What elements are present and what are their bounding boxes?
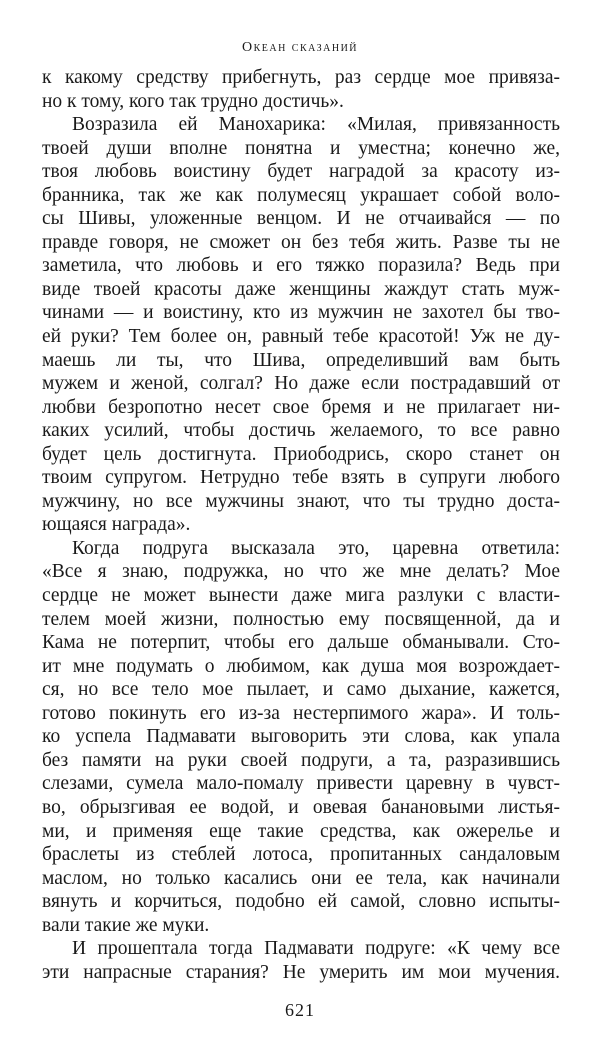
text-line: браслеты из стеблей лотоса, пропитанных сандаловым bbox=[42, 844, 560, 866]
text-line: ми, и применяя еще такие средства, как ожерелье и bbox=[42, 820, 560, 842]
text-line: готово покинуть его из-за нестерпимого жара». И толь- bbox=[42, 702, 560, 724]
text-line: но к тому, кого так трудно достичь». bbox=[42, 90, 344, 112]
text-line: ся, но все тело мое пылает, и само дыхание, кажется, bbox=[42, 679, 560, 701]
body-text bbox=[42, 66, 560, 984]
text-line: будет цель достигнута. Приободрись, скоро станет он bbox=[42, 443, 560, 465]
text-line: твоя любовь воистину будет наградой за красоту из- bbox=[42, 161, 560, 183]
text-line: ей руки? Тем более он, равный тебе красотой! Уж не ду- bbox=[42, 326, 560, 348]
text-line: сы Шивы, уложенные венцом. И не отчаивайся — по bbox=[42, 208, 560, 230]
text-line: ит мне подумать о любимом, как душа моя возрождает- bbox=[42, 655, 560, 677]
text-line: вали такие же муки. bbox=[42, 914, 210, 936]
text-line: Кама не потерпит, чтобы его дальше обманывали. Сто- bbox=[42, 632, 560, 654]
text-line: сердце не может вынести даже мига разлуки с власти- bbox=[42, 585, 560, 607]
text-line: правде говоря, не сможет он без тебя жить. Разве ты не bbox=[42, 231, 560, 253]
text-line: каких усилий, чтобы достичь желаемого, то все равно bbox=[42, 420, 560, 442]
text-line: к какому средству прибегнуть, раз сердце мое привяза- bbox=[42, 67, 560, 88]
text-line: ющаяся награда». bbox=[42, 514, 191, 536]
text-line: маешь ли ты, что Шива, определивший вам быть bbox=[42, 349, 560, 371]
text-line: без памяти на руки своей подруги, а та, разразившись bbox=[42, 749, 560, 771]
text-line: Когда подруга высказала это, царевна ответила: bbox=[72, 537, 560, 559]
text-line: виде твоей красоты даже женщины жаждут стать муж- bbox=[42, 278, 560, 300]
text-line: ко успела Падмавати выговорить эти слова, как упала bbox=[42, 726, 560, 748]
text-line: твоей души вполне понятна и уместна; конечно же, bbox=[42, 137, 560, 159]
running-header: Океан сказаний bbox=[241, 40, 359, 55]
text-line: мужем и женой, солгал? Но даже если пострадавший от bbox=[42, 373, 560, 395]
text-line: бранника, так же как полумесяц украшает собой воло- bbox=[42, 184, 560, 206]
text-line: эти напрасные старания? Не умерить им мои мучения. bbox=[42, 961, 560, 983]
text-line: мужчину, но все мужчины знают, что ты трудно доста- bbox=[42, 490, 560, 512]
text-line: слезами, сумела мало-помалу привести царевну в чувст- bbox=[42, 773, 560, 795]
text-line: И прошептала тогда Падмавати подруге: «К чему все bbox=[72, 938, 560, 960]
text-line: заметила, что любовь и его тяжко поразила? Ведь при bbox=[42, 255, 560, 277]
text-line: телем моей жизни, полностью ему посвященной, да и bbox=[42, 608, 560, 630]
text-line: Возразила ей Манохарика: «Милая, привязанность bbox=[72, 114, 560, 136]
text-line: маслом, но только касались они ее тела, как начинали bbox=[42, 867, 560, 889]
text-line: во, обрызгивая ее водой, и овевая банановыми листья- bbox=[42, 796, 560, 818]
text-line: чинами — и воистину, кто из мужчин не захотел бы тво- bbox=[42, 302, 560, 324]
text-line: любви безропотно несет свое бремя и не прилагает ни- bbox=[42, 396, 560, 418]
text-line: твоим супругом. Нетрудно тебе взять в супруги любого bbox=[42, 467, 560, 489]
text-line: вянуть и корчиться, подобно ей самой, словно испыты- bbox=[42, 891, 560, 913]
page-number: 621 bbox=[285, 1000, 315, 1020]
text-line: «Все я знаю, подружка, но что же мне делать? Мое bbox=[42, 561, 560, 583]
